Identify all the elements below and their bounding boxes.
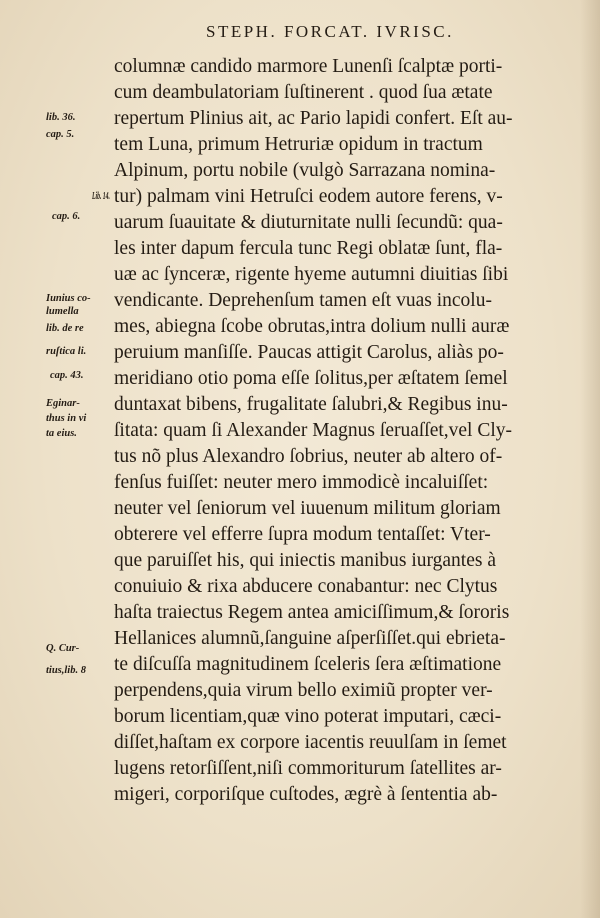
margin-note: cap. 43. [50, 370, 84, 381]
margin-note: Lib. 14. [92, 191, 110, 202]
text-line: haſta traiectus Regem antea amiciſſimum,& ſororis [114, 602, 510, 623]
margin-note: Iunius co- [46, 293, 91, 304]
text-line: perpendens,quia virum bello eximiũ propter ver- [114, 680, 493, 701]
text-line: borum licentiam,quæ vino poterat imputari, cæci- [114, 706, 502, 727]
running-head: STEPH. FORCAT. IVRISC. [206, 22, 454, 41]
margin-note: lib. 36. [46, 112, 76, 123]
text-line: les inter dapum fercula tunc Regi oblatæ ſunt, fla- [114, 238, 503, 259]
text-line: duntaxat bibens, frugalitate ſalubri,& Regibus inu- [114, 394, 508, 415]
text-line: ſitata: quam ſi Alexander Magnus ſeruaſſet,vel Cly- [114, 420, 513, 441]
text-line: lugens retorſiſſent,niſi commoriturum ſatellites ar- [114, 758, 502, 779]
text-line: meridiano otio poma eſſe ſolitus,per æſtatem ſemel [114, 368, 508, 389]
text-line: fenſus fuiſſet: neuter mero immodicè incaluiſſet: [114, 472, 489, 493]
text-line: te diſcuſſa magnitudinem ſceleris ſera æſtimatione [114, 654, 502, 675]
text-line: mes, abiegna ſcobe obrutas,intra dolium nulli auræ [114, 316, 510, 337]
margin-note: cap. 5. [46, 129, 75, 140]
text-line: tem Luna, primum Hetruriæ opidum in tractum [114, 134, 483, 155]
text-line: uarum ſuauitate & diuturnitate nulli ſecundũ: qua- [114, 212, 503, 233]
margin-note: ta eius. [46, 428, 77, 439]
text-line: que paruiſſet his, qui iniectis manibus iurgantes à [114, 550, 496, 571]
text-line: repertum Plinius ait, ac Pario lapidi confert. Eſt au- [114, 108, 513, 129]
text-line: diſſet,haſtam ex corpore iacentis reuulſam in ſemet [114, 732, 507, 753]
text-line: cum deambulatoriam ſuſtinerent . quod ſua ætate [114, 82, 493, 103]
text-line: tur) palmam vini Hetruſci eodem autore ferens, v- [114, 186, 503, 207]
text-line: tus nõ plus Alexandro ſobrius, neuter ab altero of- [114, 446, 503, 467]
text-line: neuter vel ſeniorum vel iuuenum militum gloriam [114, 498, 501, 519]
margin-note: Eginar- [46, 398, 80, 409]
text-line: conuiuio & rixa abducere conabantur: nec Clytus [114, 576, 498, 597]
margin-note: cap. 6. [52, 211, 81, 222]
text-line: Hellanices alumnũ,ſanguine aſperſiſſet.qui ebrieta- [114, 628, 506, 649]
text-line: Alpinum, portu nobile (vulgò Sarrazana nomina- [114, 160, 496, 181]
page-edge-shadow [580, 0, 600, 918]
text-line: vendicante. Deprehenſum tamen eſt vuas incolu- [114, 290, 492, 311]
text-line: columnæ candido marmore Lunenſi ſcalptæ porti- [114, 56, 503, 77]
margin-note: Q. Cur- [46, 643, 80, 654]
text-line: uæ ac ſynceræ, rigente hyeme autumni diuitias ſibi [114, 264, 509, 285]
text-line: peruium manſiſſe. Paucas attigit Carolus, aliàs po- [114, 342, 504, 363]
margin-note: thus in vi [46, 413, 87, 424]
margin-note: tius,lib. 8 [46, 665, 86, 676]
margin-note: ruſtica li. [46, 346, 87, 357]
margin-note: lib. de re [46, 323, 84, 334]
text-line: migeri, corporiſque cuſtodes, ægrè à ſententia ab- [114, 784, 498, 805]
margin-note: lumella [46, 306, 79, 317]
text-line: obterere vel efferre ſupra modum tentaſſet: Vter- [114, 524, 491, 545]
